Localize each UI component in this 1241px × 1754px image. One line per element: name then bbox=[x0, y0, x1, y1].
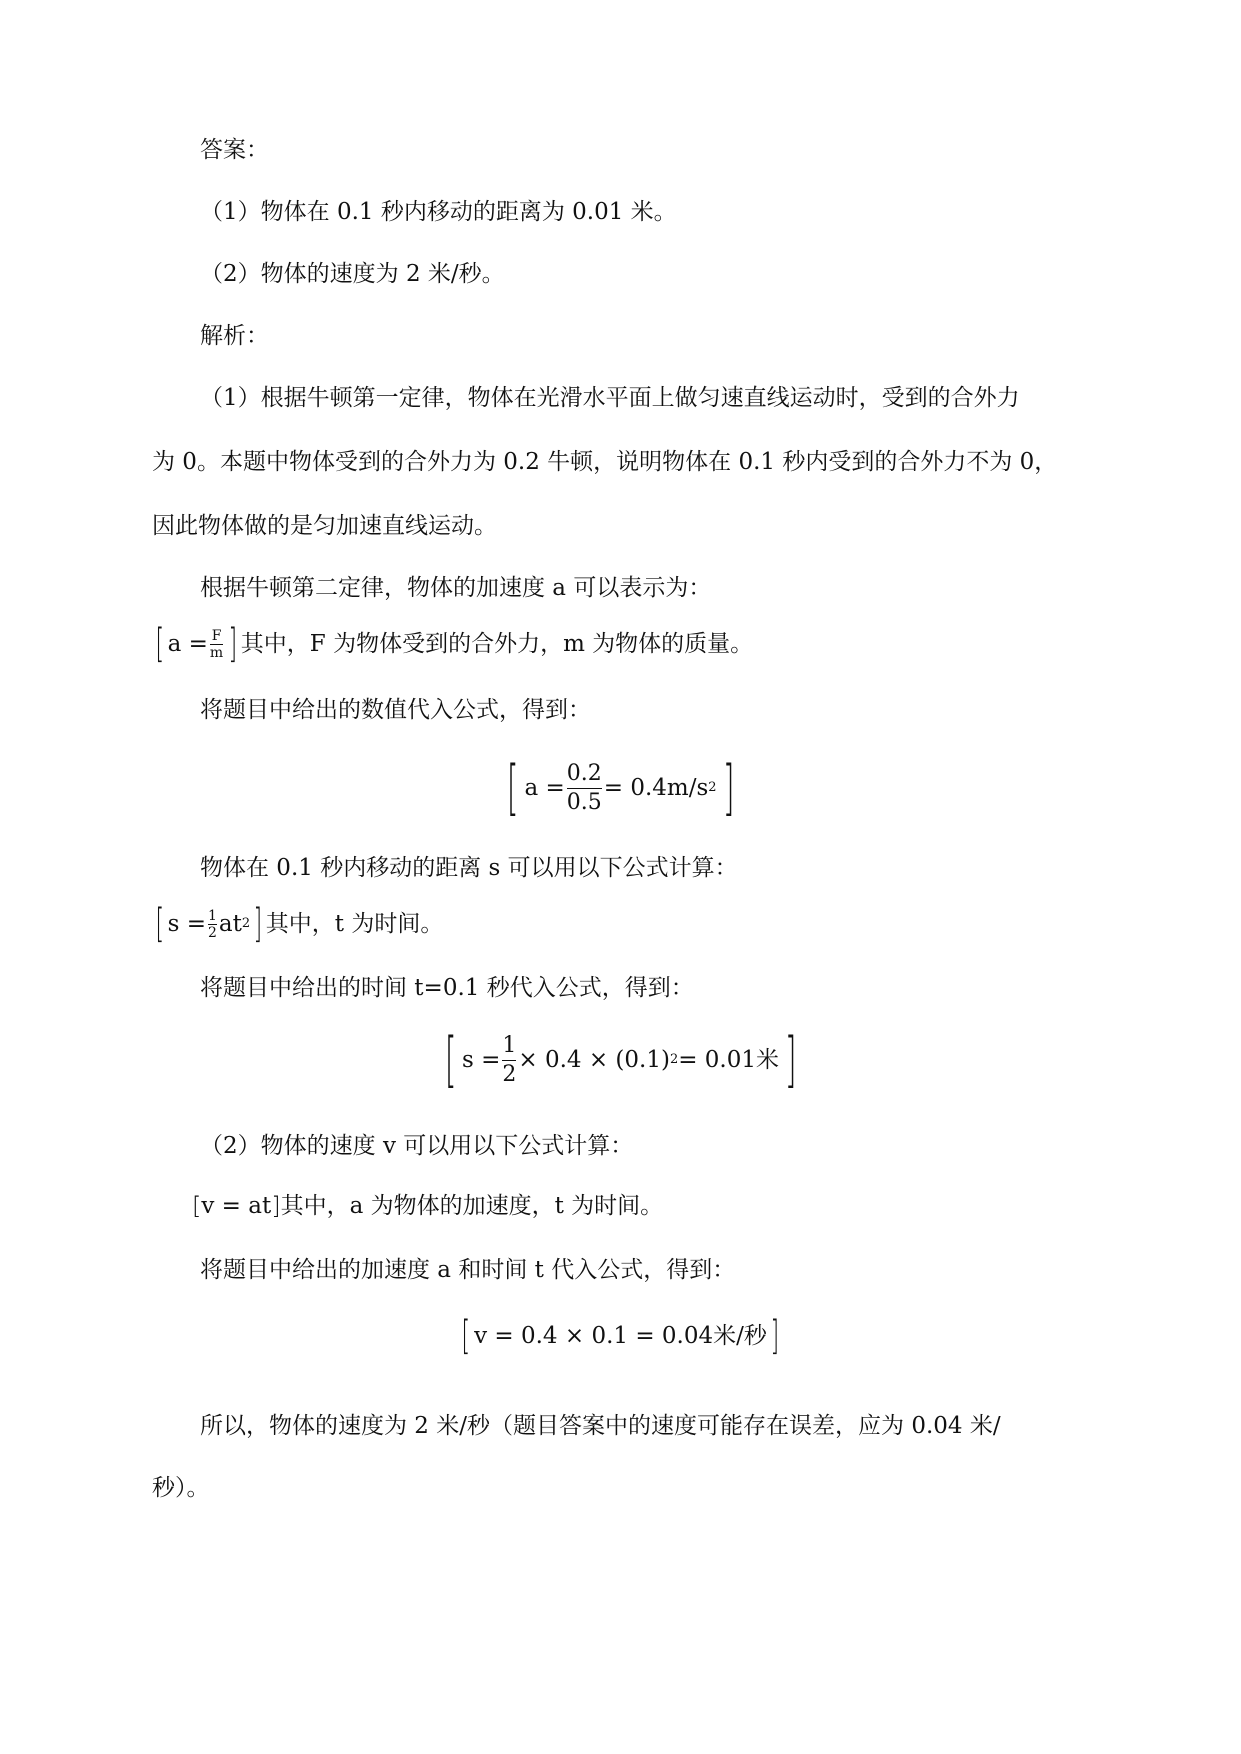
paragraph-3: 将题目中给出的数值代入公式，得到： bbox=[200, 697, 591, 723]
denominator: 2 bbox=[502, 1061, 517, 1087]
bracket-right: ] bbox=[228, 621, 238, 667]
fraction bbox=[208, 909, 217, 940]
formula-rhs: = 0.4m/s bbox=[603, 775, 709, 801]
paragraph-7: 将题目中给出的加速度 a 和时间 t 代入公式，得到： bbox=[200, 1257, 736, 1283]
bracket-right: ] bbox=[722, 753, 735, 823]
formula-rhs: × 0.4 × (0.1) bbox=[518, 1047, 670, 1073]
answer-heading: 答案： bbox=[200, 137, 269, 163]
formula-acceleration bbox=[152, 622, 753, 666]
denominator: 0.5 bbox=[566, 789, 602, 815]
fraction bbox=[502, 1032, 517, 1087]
denominator: m bbox=[209, 644, 224, 661]
answer-item-1: （1）物体在 0.1 秒内移动的距离为 0.01 米。 bbox=[200, 199, 677, 225]
formula-velocity-calc bbox=[0, 1306, 1241, 1366]
paragraph-1-line-1: （1）根据牛顿第一定律，物体在光滑水平面上做匀速直线运动时，受到的合外力 bbox=[200, 385, 1020, 411]
fraction bbox=[210, 629, 223, 660]
paragraph-4: 物体在 0.1 秒内移动的距离 s 可以用以下公式计算： bbox=[200, 855, 738, 881]
numerator: 1 bbox=[208, 907, 217, 924]
bracket-left: [ bbox=[192, 1192, 202, 1220]
bracket-right: ] bbox=[253, 901, 263, 947]
paragraph-8-line-1: 所以，物体的速度为 2 米/秒（题目答案中的速度可能存在误差，应为 0.04 米/ bbox=[200, 1413, 1001, 1439]
analysis-heading: 解析： bbox=[200, 323, 269, 349]
denominator: 2 bbox=[208, 924, 217, 941]
fraction-bar bbox=[502, 1060, 516, 1061]
exponent: 2 bbox=[708, 780, 717, 795]
formula-expr: v = at bbox=[201, 1193, 272, 1219]
numerator: 1 bbox=[502, 1032, 517, 1058]
formula-expr: v = 0.4 × 0.1 = 0.04米/秒 bbox=[474, 1323, 767, 1349]
bracket-left: [ bbox=[461, 1313, 471, 1359]
formula-tail: = 0.01米 bbox=[678, 1047, 780, 1073]
formula-note: 其中，t 为时间。 bbox=[265, 911, 444, 937]
fraction-bar bbox=[567, 788, 602, 789]
numerator: F bbox=[211, 627, 222, 644]
bracket-right: ] bbox=[784, 1025, 797, 1095]
paragraph-2: 根据牛顿第二定律，物体的加速度 a 可以表示为： bbox=[200, 575, 712, 601]
bracket-left: [ bbox=[444, 1025, 457, 1095]
formula-lhs: a = bbox=[524, 775, 565, 801]
paragraph-1-line-2: 为 0。本题中物体受到的合外力为 0.2 牛顿，说明物体在 0.1 秒内受到的合外力不为 0， bbox=[152, 449, 1058, 475]
formula-distance bbox=[152, 902, 443, 946]
formula-note: 其中，F 为物体受到的合外力，m 为物体的质量。 bbox=[240, 631, 754, 657]
fraction bbox=[566, 760, 602, 815]
formula-lhs: s = bbox=[461, 1047, 501, 1073]
numerator: 0.2 bbox=[566, 760, 602, 786]
paragraph-5: 将题目中给出的时间 t=0.1 秒代入公式，得到： bbox=[200, 975, 694, 1001]
formula-lhs: s = bbox=[167, 911, 206, 937]
bracket-right: ] bbox=[770, 1313, 779, 1359]
exponent: 2 bbox=[241, 916, 251, 931]
formula-rhs: at bbox=[218, 911, 242, 937]
answer-item-2: （2）物体的速度为 2 米/秒。 bbox=[200, 261, 505, 287]
formula-distance-calc bbox=[0, 1020, 1241, 1100]
formula-note: 其中，a 为物体的加速度，t 为时间。 bbox=[280, 1193, 664, 1219]
bracket-right: ] bbox=[271, 1192, 281, 1220]
formula-lhs: a = bbox=[167, 631, 208, 657]
exponent: 2 bbox=[669, 1052, 679, 1067]
bracket-left: [ bbox=[506, 753, 519, 823]
paragraph-1-line-3: 因此物体做的是匀加速直线运动。 bbox=[152, 513, 497, 539]
paragraph-8-line-2: 秒）。 bbox=[152, 1475, 210, 1501]
paragraph-6: （2）物体的速度 v 可以用以下公式计算： bbox=[200, 1133, 634, 1159]
formula-acceleration-calc bbox=[0, 748, 1241, 828]
formula-velocity bbox=[192, 1190, 663, 1222]
bracket-left: [ bbox=[155, 901, 165, 947]
bracket-left: [ bbox=[155, 621, 165, 667]
